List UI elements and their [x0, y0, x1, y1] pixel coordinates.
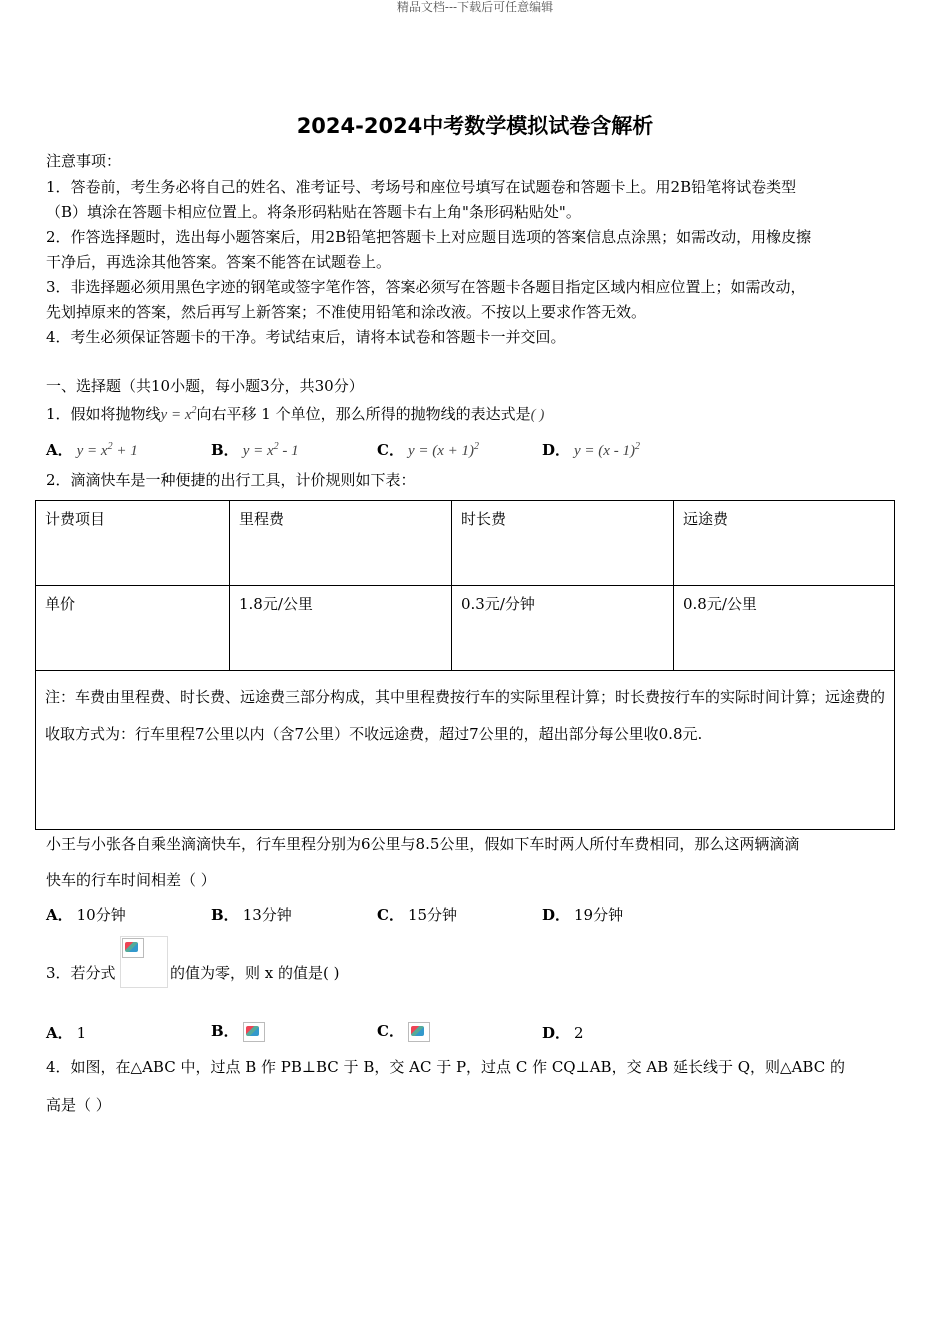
question-1 — [46, 401, 902, 425]
broken-image-icon — [243, 1022, 265, 1042]
question-4: 4．如图，在△ABC 中，过点 B 作 PB⊥BC 于 B，交 AC 于 P，过点 C 作 CQ⊥AB，交 AB 延长线于 Q，则△ABC 的 — [46, 1058, 845, 1076]
option-tail: + 1 — [112, 443, 138, 459]
q1-paren: ( ) — [530, 407, 545, 423]
table-cell: 1.8元/公里 — [230, 586, 452, 670]
option-exp: 2 — [474, 441, 480, 452]
option-base: y = x — [242, 443, 274, 459]
page-title: 2024-2024中考数学模拟试卷含解析 — [296, 114, 654, 138]
option-text: 2 — [574, 1024, 584, 1042]
notice-line: （B）填涂在答题卡相应位置上。将条形码粘贴在答题卡右上角"条形码粘贴处"。 — [46, 203, 581, 221]
question-2-body: 快车的行车时间相差（ ） — [46, 871, 216, 889]
q1-expr-exp: 2 — [191, 405, 197, 416]
q1-option-c[interactable] — [377, 436, 479, 462]
q3-suffix: 的值为零，则 x 的值是( ) — [170, 964, 340, 982]
option-text: 10分钟 — [76, 906, 126, 924]
notice-line: 先划掉原来的答案，然后再写上新答案；不准使用铅笔和涂改液。不按以上要求作答无效。 — [46, 303, 647, 321]
notice-line: 2．作答选择题时，选出每小题答案后，用2B铅笔把答题卡上对应题目选项的答案信息点涂黑；如需改动，用橡皮擦 — [46, 228, 812, 246]
q3-option-b[interactable] — [211, 1020, 265, 1042]
q1-expr-base: y = x — [160, 407, 192, 423]
option-label: C． — [377, 1022, 404, 1040]
option-base: y = (x + 1) — [407, 443, 475, 459]
option-label: D． — [542, 441, 571, 459]
broken-image-icon — [122, 938, 144, 958]
option-label: A． — [46, 441, 73, 459]
q1-prefix: 1．假如将抛物线 — [46, 405, 161, 423]
option-label: B． — [211, 906, 239, 924]
option-label: D． — [542, 906, 571, 924]
option-label: A． — [46, 1024, 73, 1042]
q3-option-c[interactable] — [377, 1020, 430, 1042]
notice-line: 1．答卷前，考生务必将自己的姓名、准考证号、考场号和座位号填写在试题卷和答题卡上。用2B铅笔将试卷类型 — [46, 178, 797, 196]
q2-option-d[interactable] — [542, 904, 623, 926]
notice-line: 4．考生必须保证答题卡的干净。考试结束后，请将本试卷和答题卡一并交回。 — [46, 328, 566, 346]
option-label: B． — [211, 1022, 239, 1040]
question-4: 高是（ ） — [46, 1096, 111, 1114]
option-tail: - 1 — [278, 443, 299, 459]
q1-expression — [161, 407, 197, 423]
notice-line: 3．非选择题必须用黑色字迹的钢笔或签字笔作答，答案必须写在答题卡各题目指定区域内相应位置上；如需改动， — [46, 278, 806, 296]
q3-option-d[interactable] — [542, 1022, 584, 1044]
q2-option-c[interactable] — [377, 904, 457, 926]
option-text: 19分钟 — [574, 906, 624, 924]
option-base: y = x — [76, 443, 108, 459]
q1-option-d[interactable] — [542, 436, 640, 462]
option-exp: 2 — [634, 441, 640, 452]
section-heading: 一、选择题（共10小题，每小题3分，共30分） — [46, 377, 364, 395]
table-cell: 单价 — [36, 586, 230, 670]
question-2-intro: 2．滴滴快车是一种便捷的出行工具，计价规则如下表： — [46, 471, 416, 489]
q1-option-b[interactable] — [211, 436, 299, 462]
table-header-row — [36, 501, 894, 586]
option-math — [243, 443, 299, 459]
option-text: 1 — [76, 1024, 87, 1042]
header-note: 精品文档---下载后可任意编辑 — [396, 0, 554, 14]
notice-heading: 注意事项： — [46, 152, 122, 170]
q2-option-a[interactable] — [46, 904, 126, 926]
table-cell: 远途费 — [683, 510, 729, 528]
table-row — [36, 586, 894, 671]
option-math — [77, 443, 138, 459]
q1-suffix: 向右平移 1 个单位，那么所得的抛物线的表达式是 — [196, 405, 531, 423]
option-text: 13分钟 — [242, 906, 292, 924]
option-label: C． — [377, 441, 404, 459]
notice-line: 干净后，再选涂其他答案。答案不能答在试题卷上。 — [46, 253, 392, 271]
q2-option-b[interactable] — [211, 904, 292, 926]
q3-option-a[interactable] — [46, 1022, 86, 1044]
option-text: 15分钟 — [407, 906, 458, 924]
q3-prefix: 3．若分式 — [46, 964, 116, 982]
table-cell: 0.3元/分钟 — [452, 586, 674, 670]
broken-image-icon — [408, 1022, 430, 1042]
table-cell: 时长费 — [452, 501, 674, 585]
table-cell: 里程费 — [230, 501, 452, 585]
option-label: B． — [211, 441, 239, 459]
table-note: 注：车费由里程费、时长费、远途费三部分构成，其中里程费按行车的实际里程计算；时长费按行车的实际时间计算；远途费的收取方式为：行车里程7公里以内（含7公里）不收远途费，超过7公里的，超出部分每公里收0.8元. — [45, 688, 886, 743]
fraction-image-placeholder — [120, 936, 168, 988]
option-label: D． — [542, 1024, 571, 1042]
option-label: A． — [46, 906, 73, 924]
option-math — [574, 443, 640, 459]
question-2-body: 小王与小张各自乘坐滴滴快车，行车里程分别为6公里与8.5公里，假如下车时两人所付车费相同，那么这两辆滴滴 — [46, 835, 800, 853]
table-cell: 计费项目 — [36, 501, 230, 585]
option-exp: 2 — [273, 441, 279, 452]
option-math — [408, 443, 479, 459]
option-exp: 2 — [107, 441, 113, 452]
fare-table — [35, 500, 895, 830]
option-label: C． — [377, 906, 404, 924]
option-base: y = (x - 1) — [574, 443, 635, 459]
q1-option-a[interactable] — [46, 436, 138, 462]
table-cell: 0.8元/公里 — [683, 595, 757, 613]
